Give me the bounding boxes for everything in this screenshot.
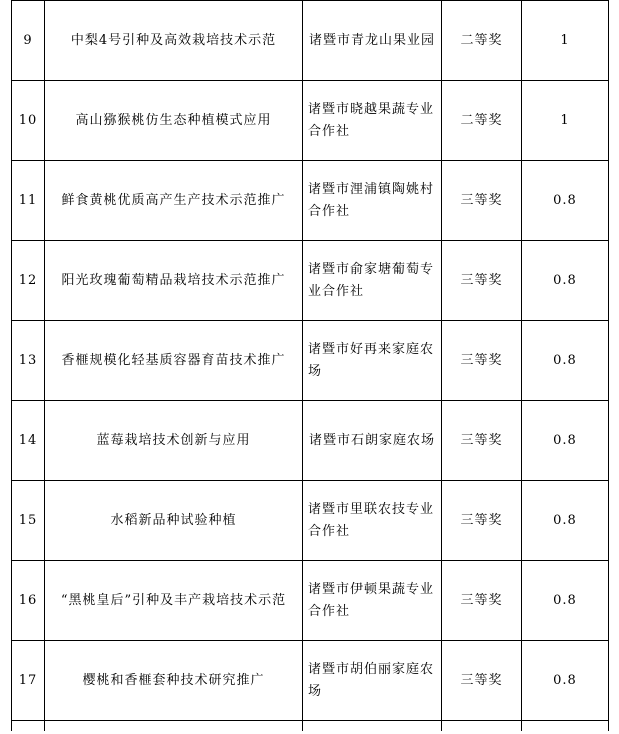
award-grade: 三等奖 <box>442 401 522 481</box>
project-name: 阳光玫瑰葡萄精品栽培技术示范推广 <box>61 272 286 288</box>
score: 0.8 <box>522 561 609 641</box>
table-row <box>12 161 609 241</box>
row-number: 13 <box>12 321 45 401</box>
table-row <box>12 481 609 561</box>
score: 1 <box>522 1 609 81</box>
award-grade: 三等奖 <box>442 321 522 401</box>
award-grade: 二等奖 <box>442 81 522 161</box>
project-name: 高山猕猴桃仿生态种植模式应用 <box>75 112 272 128</box>
score: 0.8 <box>522 321 609 401</box>
unit-name: 诸暨市俞家塘葡萄专业合作社 <box>308 261 435 299</box>
row-number: 10 <box>12 81 45 161</box>
award-grade: 三等奖 <box>442 561 522 641</box>
table-row-partial <box>12 721 609 732</box>
table-row <box>12 241 609 321</box>
table-row <box>12 561 609 641</box>
unit-name: 诸暨市青龙山果业园 <box>308 32 435 48</box>
row-number: 14 <box>12 401 45 481</box>
table-row <box>12 321 609 401</box>
award-grade: 三等奖 <box>442 481 522 561</box>
table-row <box>12 641 609 721</box>
row-number: 15 <box>12 481 45 561</box>
unit-name: 诸暨市胡伯丽家庭农场 <box>308 661 435 699</box>
award-grade: 三等奖 <box>442 241 522 321</box>
row-number: 11 <box>12 161 45 241</box>
project-name: 水稻新品种试验种植 <box>110 512 237 528</box>
project-name: 樱桃和香榧套种技术研究推广 <box>82 672 265 688</box>
row-number: 12 <box>12 241 45 321</box>
score: 1 <box>522 81 609 161</box>
row-number: 9 <box>12 1 45 81</box>
unit-name: 诸暨市伊顿果蔬专业合作社 <box>308 581 435 619</box>
award-grade: 三等奖 <box>442 641 522 721</box>
awards-table <box>11 0 609 731</box>
score: 0.8 <box>522 401 609 481</box>
project-name: 香榧规模化轻基质容器育苗技术推广 <box>61 352 286 368</box>
score: 0.8 <box>522 241 609 321</box>
project-name: 鲜食黄桃优质高产生产技术示范推广 <box>61 192 286 208</box>
row-number: 16 <box>12 561 45 641</box>
table-row <box>12 81 609 161</box>
unit-name: 诸暨市石朗家庭农场 <box>308 432 435 448</box>
score: 0.8 <box>522 641 609 721</box>
table-row <box>12 1 609 81</box>
award-grade: 三等奖 <box>442 161 522 241</box>
unit-name: 诸暨市好再来家庭农场 <box>308 341 435 379</box>
row-number: 17 <box>12 641 45 721</box>
project-name: 蓝莓栽培技术创新与应用 <box>96 432 251 448</box>
unit-name: 诸暨市晓越果蔬专业合作社 <box>308 101 435 139</box>
score: 0.8 <box>522 481 609 561</box>
unit-name: 诸暨市浬浦镇陶姚村合作社 <box>308 181 435 219</box>
project-name: “黑桃皇后”引种及丰产栽培技术示范 <box>60 592 287 608</box>
project-name: 中梨4号引种及高效栽培技术示范 <box>70 32 277 48</box>
table-row <box>12 401 609 481</box>
unit-name: 诸暨市里联农技专业合作社 <box>308 501 435 539</box>
award-grade: 二等奖 <box>442 1 522 81</box>
score: 0.8 <box>522 161 609 241</box>
